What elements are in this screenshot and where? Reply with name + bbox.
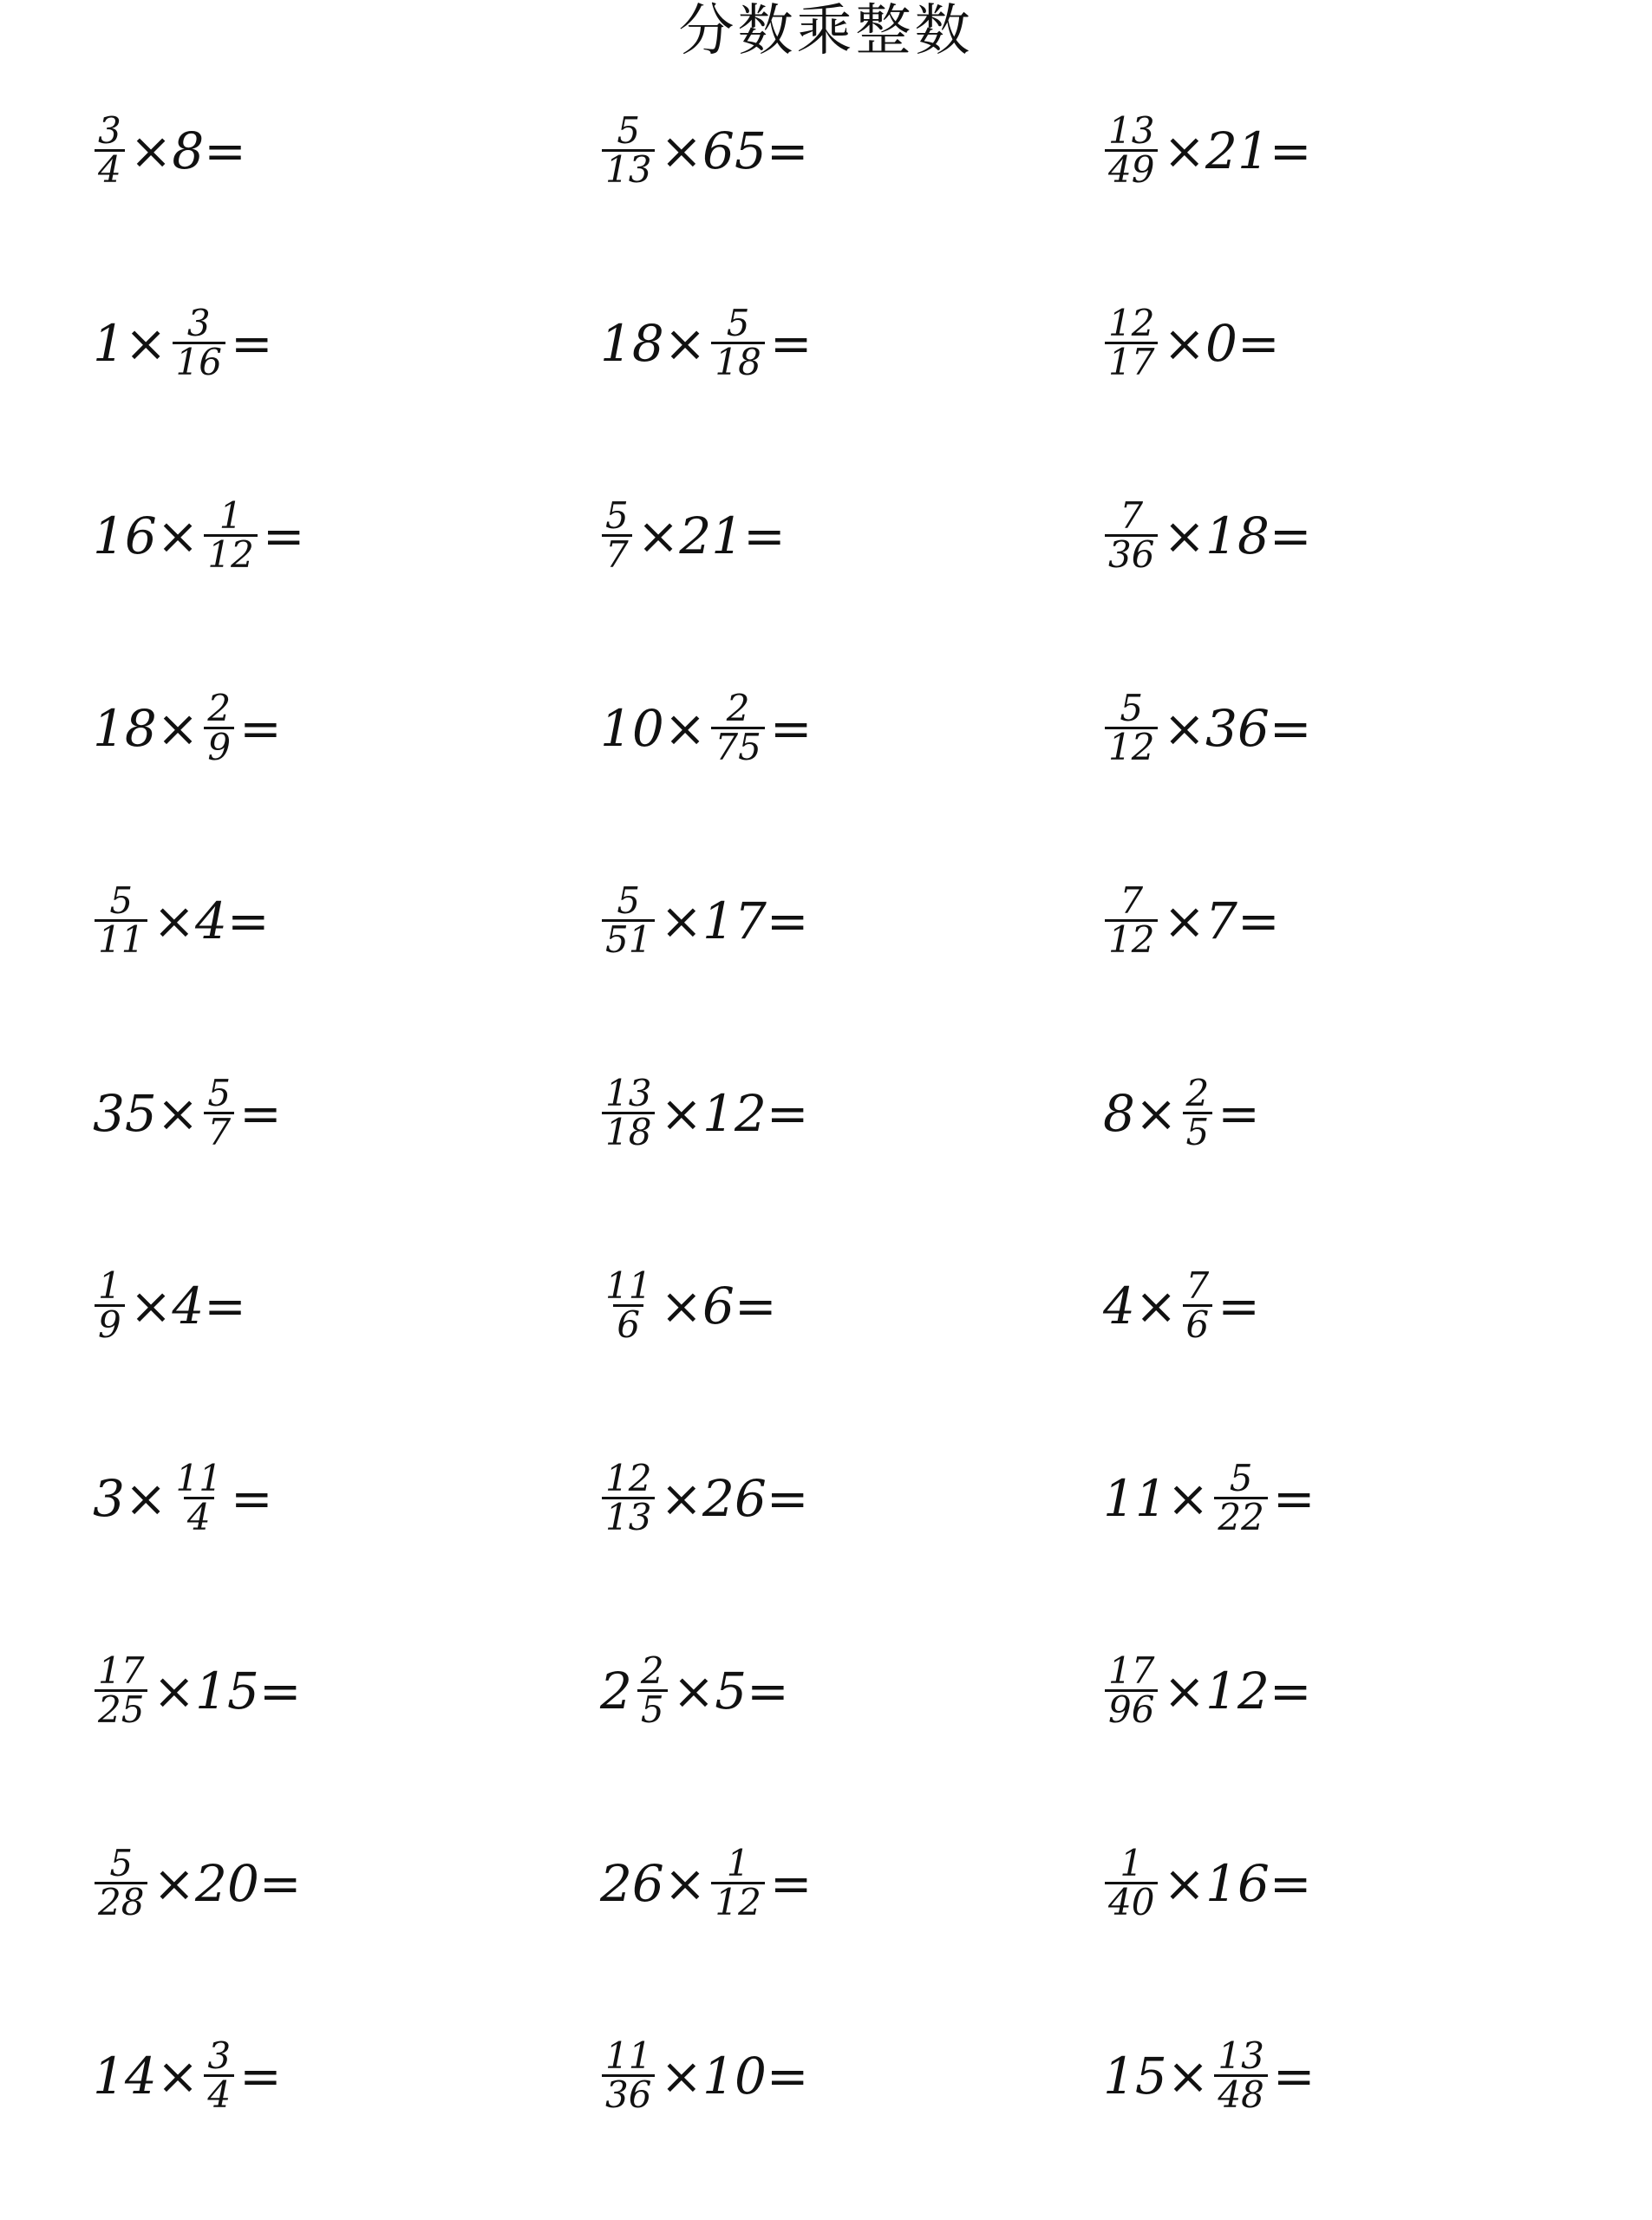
problem-5-3	[1101, 879, 1282, 961]
problem-6-3	[1101, 1072, 1262, 1153]
problem-4-1	[91, 687, 284, 768]
numerator: 5	[109, 879, 134, 922]
problem-5-2	[598, 879, 810, 961]
denominator: 17	[1105, 342, 1158, 381]
expression-text: 35×	[93, 1083, 199, 1143]
fraction	[1105, 1649, 1158, 1731]
numerator: 2	[640, 1649, 664, 1692]
expression-text: =	[239, 698, 282, 758]
denominator: 9	[95, 1304, 125, 1343]
expression-text: 18×	[600, 313, 707, 373]
numerator: 17	[1108, 1649, 1155, 1692]
expression-text: ×12=	[1163, 1661, 1312, 1720]
problem-3-1	[91, 494, 306, 576]
fraction	[204, 687, 234, 768]
numerator: 3	[186, 302, 211, 344]
expression-text: =	[262, 506, 305, 565]
fraction	[711, 302, 764, 383]
numerator: 5	[605, 494, 629, 537]
expression-text: ×36=	[1163, 698, 1312, 758]
expression-text: ×26=	[660, 1468, 809, 1528]
expression-text: 11×	[1103, 1468, 1210, 1528]
fraction	[1105, 302, 1158, 383]
fraction	[95, 1264, 125, 1346]
expression-text: ×0=	[1163, 313, 1280, 373]
denominator: 28	[95, 1882, 147, 1921]
page-title: 分数乘整数	[678, 0, 974, 63]
fraction	[1183, 1264, 1213, 1346]
expression-text: 2	[600, 1661, 632, 1720]
problem-10-2	[598, 1842, 813, 1923]
numerator: 1	[1120, 1842, 1144, 1884]
fraction	[602, 109, 655, 191]
problem-8-3	[1101, 1457, 1316, 1538]
expression-text: =	[239, 1083, 282, 1143]
fraction	[95, 1842, 147, 1923]
fraction	[602, 494, 632, 576]
problem-1-3	[1101, 109, 1313, 191]
numerator: 2	[726, 687, 750, 729]
expression-text: 14×	[93, 2046, 199, 2106]
problem-4-2	[598, 687, 813, 768]
numerator: 5	[1229, 1457, 1253, 1499]
numerator: 2	[207, 687, 232, 729]
denominator: 7	[602, 534, 632, 573]
expression-text: 3×	[93, 1468, 167, 1528]
problem-11-2	[598, 2034, 810, 2116]
problem-6-1	[91, 1072, 284, 1153]
problem-11-1	[91, 2034, 284, 2116]
numerator: 11	[605, 2034, 652, 2077]
denominator: 25	[95, 1689, 147, 1728]
denominator: 51	[602, 919, 655, 958]
denominator: 12	[711, 1882, 764, 1921]
expression-text: ×12=	[660, 1083, 809, 1143]
fraction	[602, 1457, 655, 1538]
fraction	[95, 109, 125, 191]
denominator: 49	[1105, 149, 1158, 188]
denominator: 7	[204, 1112, 234, 1151]
problem-2-2	[598, 302, 813, 383]
expression-text: ×17=	[660, 891, 809, 950]
denominator: 13	[602, 1497, 655, 1536]
denominator: 12	[1105, 727, 1158, 766]
numerator: 7	[1185, 1264, 1210, 1307]
denominator: 12	[204, 534, 257, 573]
expression-text: =	[239, 2046, 282, 2106]
problem-1-1	[91, 109, 248, 191]
expression-text: =	[769, 313, 813, 373]
problem-10-1	[91, 1842, 303, 1923]
fraction	[1183, 1072, 1213, 1153]
denominator: 22	[1214, 1497, 1267, 1536]
fraction	[1105, 687, 1158, 768]
fraction	[173, 1457, 225, 1538]
problem-10-3	[1101, 1842, 1313, 1923]
expression-text: ×21=	[637, 506, 786, 565]
problem-4-3	[1101, 687, 1313, 768]
expression-text: ×15=	[153, 1661, 302, 1720]
denominator: 13	[602, 149, 655, 188]
numerator: 12	[1108, 302, 1155, 344]
problem-9-3	[1101, 1649, 1313, 1731]
numerator: 3	[98, 109, 121, 152]
expression-text: 1×	[93, 313, 167, 373]
expression-text: ×7=	[1163, 891, 1280, 950]
denominator: 75	[711, 727, 764, 766]
fraction	[602, 1072, 655, 1153]
problem-6-2	[598, 1072, 810, 1153]
expression-text: ×10=	[660, 2046, 809, 2106]
problem-2-3	[1101, 302, 1282, 383]
fraction	[602, 879, 655, 961]
denominator: 16	[173, 342, 225, 381]
fraction	[1214, 2034, 1267, 2116]
numerator: 11	[175, 1457, 222, 1499]
denominator: 5	[1183, 1112, 1213, 1151]
expression-text: 16×	[93, 506, 199, 565]
expression-text: =	[769, 698, 813, 758]
denominator: 18	[711, 342, 764, 381]
numerator: 5	[109, 1842, 134, 1884]
expression-text: ×4=	[153, 891, 270, 950]
expression-text: 10×	[600, 698, 707, 758]
fraction	[711, 1842, 764, 1923]
numerator: 1	[98, 1264, 121, 1307]
fraction	[1105, 1842, 1158, 1923]
expression-text: ×20=	[153, 1853, 302, 1913]
problem-3-2	[598, 494, 787, 576]
fraction	[637, 1649, 668, 1731]
problem-9-1	[91, 1649, 303, 1731]
numerator: 3	[207, 2034, 232, 2077]
denominator: 4	[204, 2074, 234, 2113]
expression-text: =	[1272, 2046, 1316, 2106]
numerator: 5	[617, 879, 641, 922]
problem-8-1	[91, 1457, 275, 1538]
expression-text: ×65=	[660, 121, 809, 180]
numerator: 11	[605, 1264, 652, 1307]
denominator: 36	[602, 2074, 655, 2113]
expression-text: 8×	[1103, 1083, 1178, 1143]
fraction	[204, 1072, 234, 1153]
denominator: 6	[613, 1304, 643, 1343]
expression-text: 15×	[1103, 2046, 1210, 2106]
problem-7-3	[1101, 1264, 1262, 1346]
expression-text: =	[230, 313, 273, 373]
denominator: 40	[1105, 1882, 1158, 1921]
denominator: 5	[637, 1689, 668, 1728]
expression-text: ×21=	[1163, 121, 1312, 180]
fraction	[602, 1264, 655, 1346]
fraction	[204, 494, 257, 576]
problem-3-3	[1101, 494, 1313, 576]
denominator: 48	[1214, 2074, 1267, 2113]
fraction	[1105, 494, 1158, 576]
expression-text: =	[1218, 1276, 1260, 1335]
denominator: 6	[1183, 1304, 1213, 1343]
denominator: 36	[1105, 534, 1158, 573]
numerator: 7	[1120, 494, 1144, 537]
expression-text: =	[1272, 1468, 1316, 1528]
numerator: 7	[1120, 879, 1144, 922]
denominator: 96	[1105, 1689, 1158, 1728]
expression-text: ×6=	[660, 1276, 777, 1335]
denominator: 11	[95, 919, 147, 958]
problem-7-2	[598, 1264, 779, 1346]
expression-text: ×5=	[672, 1661, 789, 1720]
fraction	[95, 879, 147, 961]
denominator: 4	[184, 1497, 214, 1536]
fraction	[173, 302, 225, 383]
numerator: 17	[98, 1649, 145, 1692]
denominator: 12	[1105, 919, 1158, 958]
numerator: 5	[207, 1072, 232, 1114]
expression-text: =	[230, 1468, 273, 1528]
fraction	[711, 687, 764, 768]
expression-text: ×18=	[1163, 506, 1312, 565]
fraction	[1105, 879, 1158, 961]
fraction	[1214, 1457, 1267, 1538]
expression-text: =	[1218, 1083, 1260, 1143]
problem-5-1	[91, 879, 271, 961]
denominator: 18	[602, 1112, 655, 1151]
denominator: 9	[204, 727, 234, 766]
numerator: 12	[605, 1457, 652, 1499]
numerator: 13	[1108, 109, 1155, 152]
fraction	[95, 1649, 147, 1731]
numerator: 2	[1185, 1072, 1210, 1114]
problem-2-1	[91, 302, 275, 383]
denominator: 4	[95, 149, 125, 188]
numerator: 13	[605, 1072, 652, 1114]
numerator: 1	[219, 494, 243, 537]
numerator: 5	[726, 302, 750, 344]
expression-text: 4×	[1103, 1276, 1178, 1335]
expression-text: 26×	[600, 1853, 707, 1913]
fraction	[204, 2034, 234, 2116]
problem-7-1	[91, 1264, 248, 1346]
fraction	[602, 2034, 655, 2116]
expression-text: 18×	[93, 698, 199, 758]
expression-text: ×4=	[129, 1276, 246, 1335]
numerator: 1	[726, 1842, 750, 1884]
problem-1-2	[598, 109, 810, 191]
fraction	[1105, 109, 1158, 191]
expression-text: ×16=	[1163, 1853, 1312, 1913]
problem-11-3	[1101, 2034, 1316, 2116]
expression-text: =	[769, 1853, 813, 1913]
problem-8-2	[598, 1457, 810, 1538]
numerator: 5	[1120, 687, 1144, 729]
numerator: 13	[1218, 2034, 1264, 2077]
expression-text: ×8=	[129, 121, 246, 180]
problem-9-2	[598, 1649, 791, 1731]
numerator: 5	[617, 109, 641, 152]
